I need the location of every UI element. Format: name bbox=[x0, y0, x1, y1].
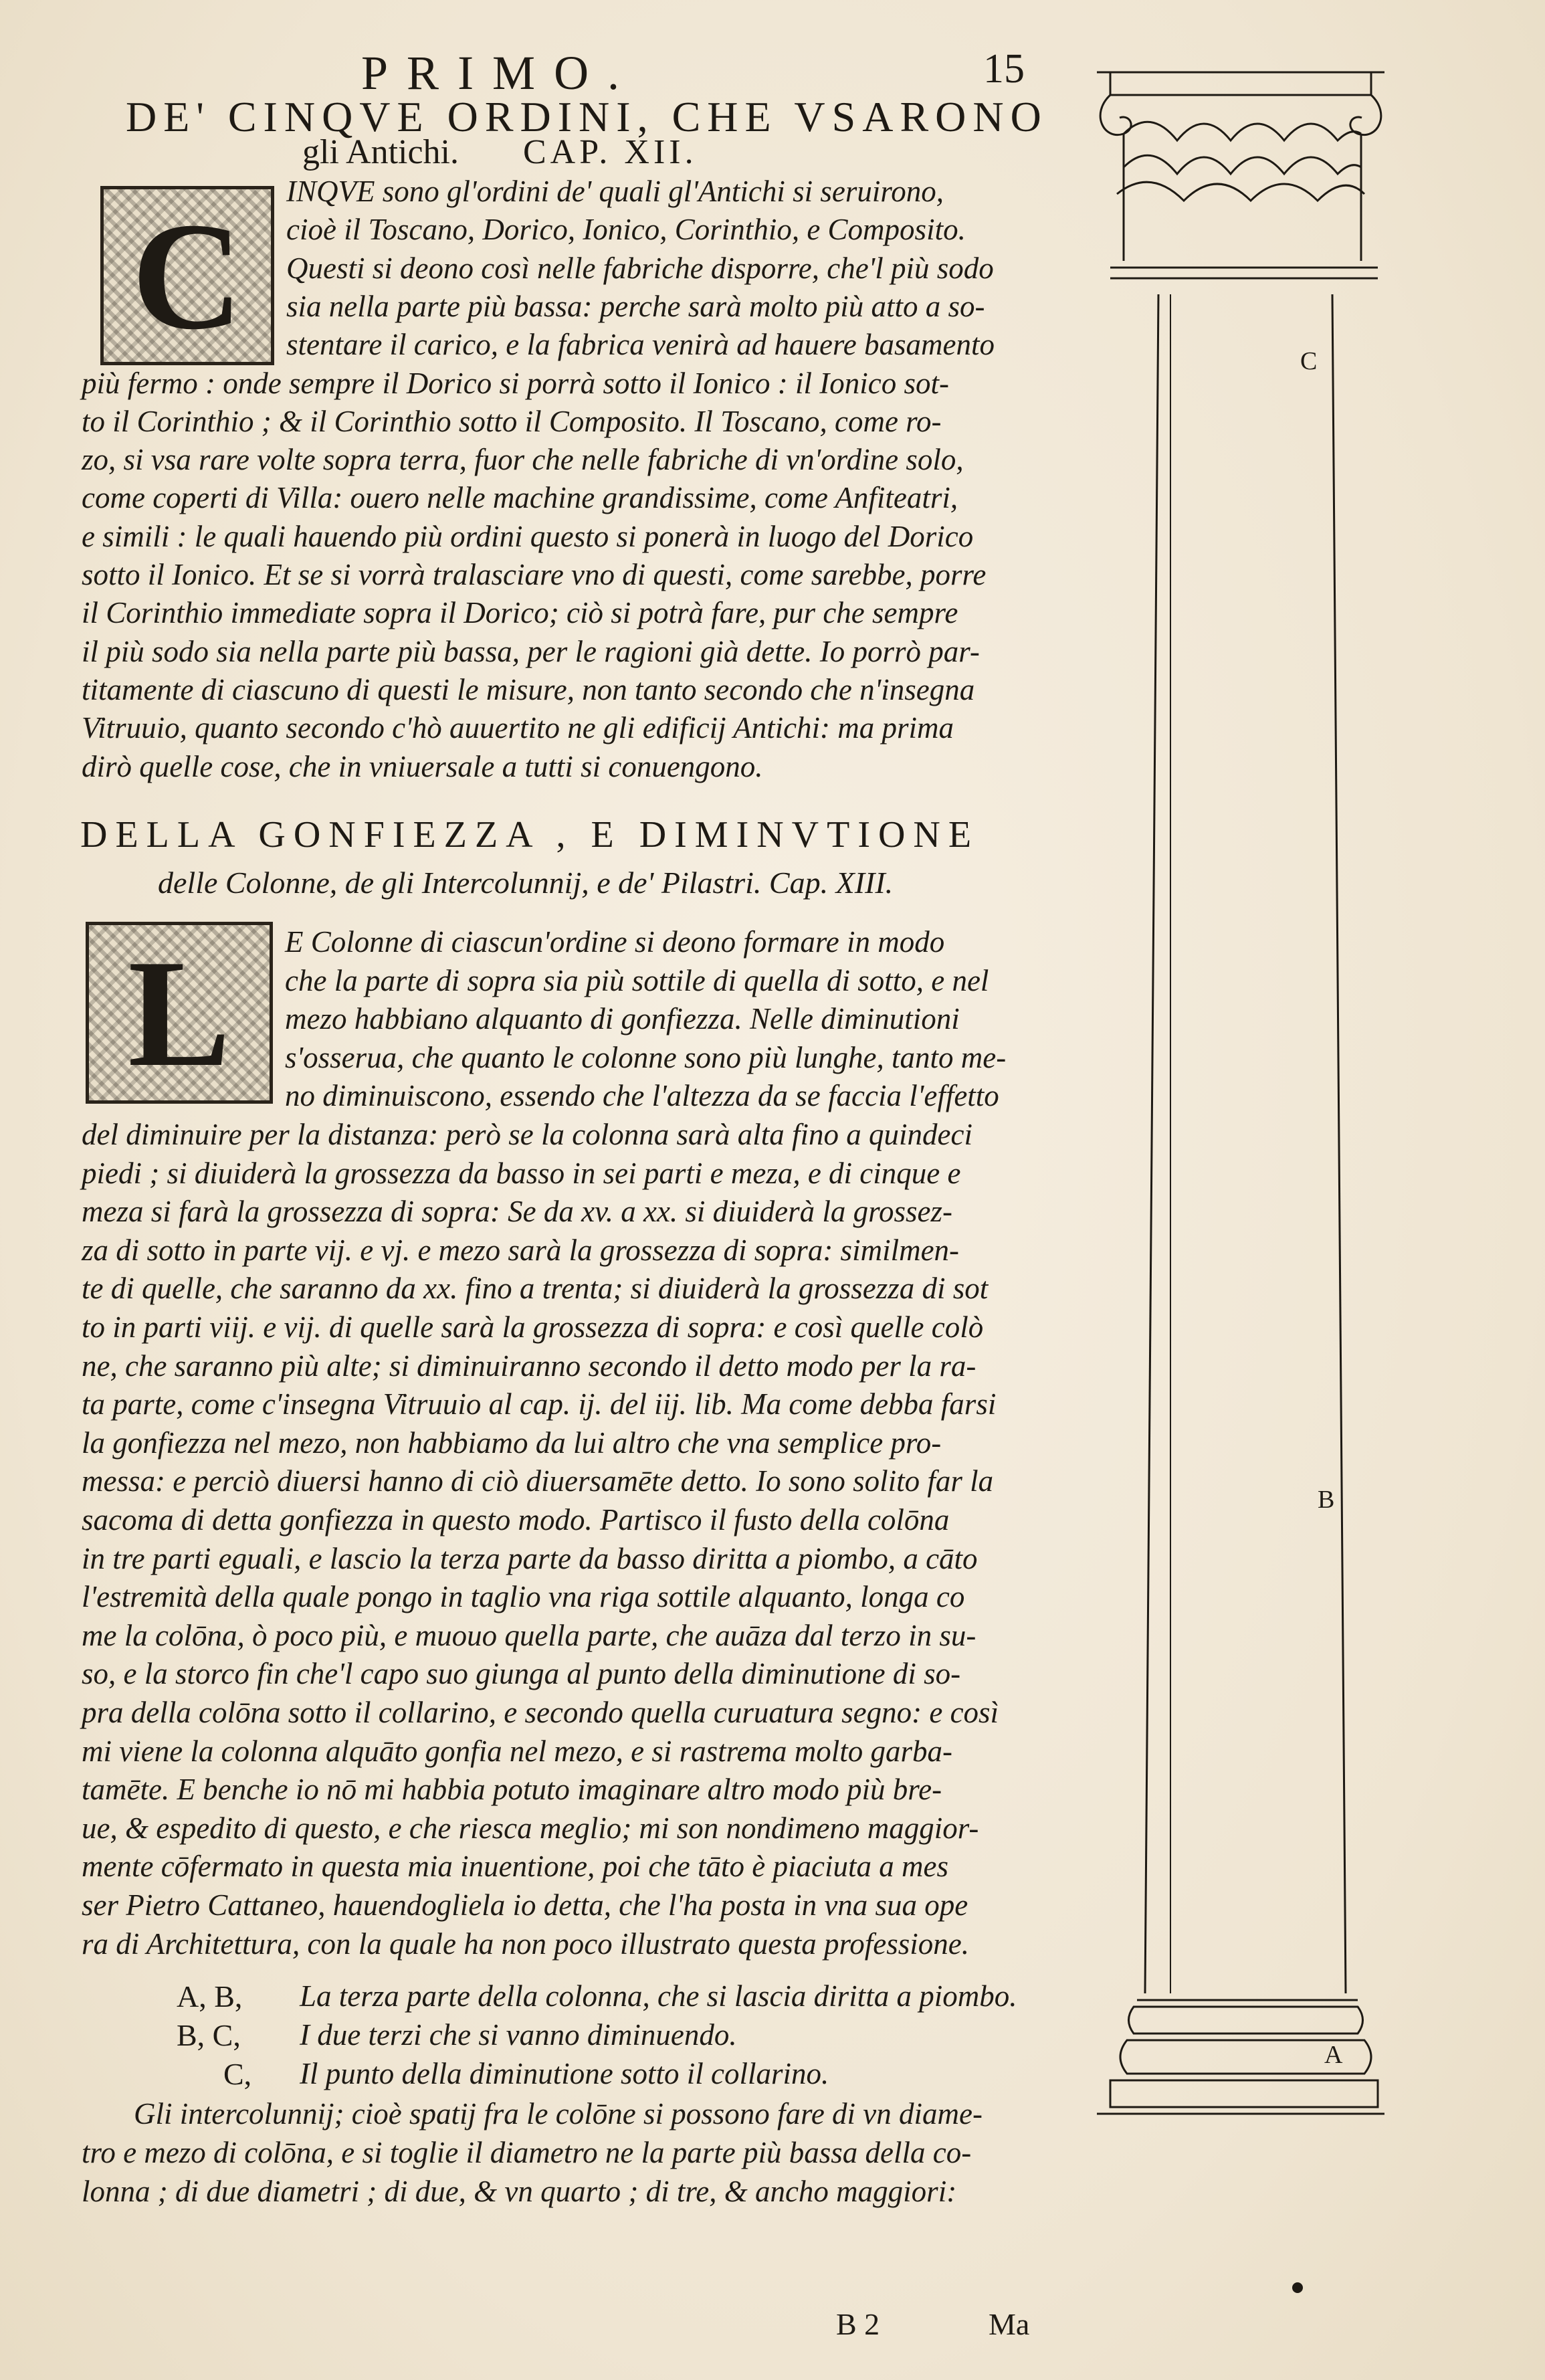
chapter-12-line: titamente di ciascuno di questi le misure, non tanto secondo che n'insegna bbox=[82, 672, 975, 706]
base-torus-upper bbox=[1129, 2007, 1363, 2034]
left-volute bbox=[1100, 95, 1131, 135]
chapter-13-line: E Colonne di ciascun'ordine si deono formare in modo bbox=[285, 925, 945, 959]
figure-label-a: A bbox=[1324, 2041, 1343, 2069]
shaft-left-edge bbox=[1145, 294, 1158, 1993]
chapter-13-line: del diminuire per la distanza: però se la colonna sarà alta fino a quindeci bbox=[82, 1118, 972, 1151]
chapter-13-line: mezo habbiano alquanto di gonfiezza. Nelle diminutioni bbox=[285, 1002, 960, 1036]
chapter-13-subtitle: delle Colonne, de gli Intercolunnij, e de' Pilastri. Cap. XIII. bbox=[158, 866, 894, 900]
acanthus-row-mid bbox=[1124, 155, 1361, 174]
legend-text-bc: I due terzi che si vanno diminuendo. bbox=[300, 2018, 737, 2052]
chapter-13-line: in tre parti eguali, e lascio la terza parte da basso diritta a piombo, a cāto bbox=[82, 1541, 978, 1575]
chapter-12-line: stentare il carico, e la fabrica venirà ad hauere basamento bbox=[286, 328, 995, 362]
chapter-12-line: come coperti di Villa: ouero nelle machine grandissime, come Anfiteatri, bbox=[82, 481, 958, 515]
chapter-12-title: DE' CINQVE ORDINI, CHE VSARONO bbox=[126, 93, 1048, 140]
chapter-13-line: za di sotto in parte vij. e vj. e mezo sarà la grossezza di sopra: similmen- bbox=[82, 1233, 960, 1267]
legend-key-bc: B, C, bbox=[177, 2018, 241, 2052]
chapter-12-line: sotto il Ionico. Et se si vorrà tralasciare vno di questi, come sarebbe, porre bbox=[82, 558, 987, 591]
chapter-13-line: no diminuiscono, essendo che l'altezza da se faccia l'effetto bbox=[285, 1079, 999, 1113]
chapter-12-line: cioè il Toscano, Dorico, Ionico, Corinthio, e Composito. bbox=[286, 213, 966, 247]
chapter-12-line: Questi si deono così nelle fabriche disporre, che'l più sodo bbox=[286, 251, 994, 285]
chapter-12-line: il Corinthio immediate sopra il Dorico; ciò si potrà fare, pur che sempre bbox=[82, 596, 958, 630]
acanthus-row-low bbox=[1117, 182, 1364, 201]
chapter-13-line: tamēte. E benche io nō mi habbia potuto imaginare altro modo più bre- bbox=[82, 1773, 942, 1807]
legend-text-c: Il punto della diminutione sotto il collarino. bbox=[300, 2057, 829, 2090]
chapter-12-line: sia nella parte più bassa: perche sarà molto più atto a so- bbox=[286, 289, 985, 323]
catchword: Ma bbox=[989, 2307, 1030, 2341]
legend-key-c: C, bbox=[223, 2057, 252, 2091]
chapter-13-line: la gonfiezza nel mezo, non habbiamo da lui altro che vna semplice pro- bbox=[82, 1425, 942, 1460]
chapter-13-line: ta parte, come c'insegna Vitruuio al cap. ij. del iij. lib. Ma come debba farsi bbox=[82, 1387, 997, 1421]
signature-mark: B 2 bbox=[836, 2307, 880, 2341]
chapter-13-line: so, e la storco fin che'l capo suo giunga al punto della diminutione di so- bbox=[82, 1657, 961, 1691]
chapter-13-line: mente cōfermato in questa mia inuentione, poi che tāto è piaciuta a mes bbox=[82, 1850, 948, 1884]
chapter-12-line: INQVE sono gl'ordini de' quali gl'Antichi si seruirono, bbox=[286, 175, 944, 208]
chapter-13-line: ser Pietro Cattaneo, hauendogliela io detta, che l'ha posta in vna sua ope bbox=[82, 1888, 968, 1922]
chapter-13-title: DELLA GONFIEZZA , E DIMINVTIONE bbox=[80, 814, 980, 856]
right-volute bbox=[1350, 95, 1381, 135]
chapter-13-line: ue, & espedito di questo, e che riesca meglio; mi son nondimeno maggior- bbox=[82, 1811, 979, 1845]
chapter-13-line: sacoma di detta gonfiezza in questo modo. Partisco il fusto della colōna bbox=[82, 1503, 950, 1536]
shaft-right-edge bbox=[1332, 294, 1346, 1993]
chapter-12-line: dirò quelle cose, che in vniuersale a tutti si conuengono. bbox=[82, 749, 763, 783]
initial-letter-c: C bbox=[131, 190, 243, 361]
chapter-13-line: messa: e perciò diuersi hanno di ciò diuersamēte detto. Io sono solito far la bbox=[82, 1464, 994, 1498]
figure-label-c: C bbox=[1300, 347, 1318, 375]
chapter-13-line: che la parte di sopra sia più sottile di quella di sotto, e nel bbox=[285, 963, 989, 997]
column-svg bbox=[1097, 67, 1384, 2301]
column-diagram bbox=[1097, 67, 1384, 2301]
chapter-12-line: Vitruuio, quanto secondo c'hò auuertito ne gli edificij Antichi: ma prima bbox=[82, 711, 954, 745]
chapter-12-subtitle bbox=[302, 132, 698, 172]
chapter-13-line: ra di Architettura, con la quale ha non poco illustrato questa professione. bbox=[82, 1926, 970, 1961]
decorated-initial-l bbox=[86, 922, 273, 1104]
legend-key-ab: A, B, bbox=[177, 1979, 243, 2013]
page-number: 15 bbox=[983, 46, 1025, 92]
chapter-13-line: l'estremità della quale pongo in taglio vna riga sottile alquanto, longa co bbox=[82, 1580, 965, 1614]
chapter-13-line: me la colōna, ò poco più, e muouo quella parte, che auāza dal terzo in su- bbox=[82, 1618, 976, 1652]
legend-text-ab: La terza parte della colonna, che si lascia diritta a piombo. bbox=[300, 1979, 1017, 2013]
chapter-13-line: te di quelle, che saranno da xx. fino a trenta; si diuiderà la grossezza di sot bbox=[82, 1272, 989, 1306]
chapter-13-line: piedi ; si diuiderà la grossezza da basso in sei parti e meza, e di cinque e bbox=[82, 1156, 961, 1190]
chapter-13-line: meza si farà la grossezza di sopra: Se da xv. a xx. si diuiderà la grossez- bbox=[82, 1195, 953, 1229]
chapter-12-number: CAP. XII. bbox=[523, 133, 698, 171]
chapter-12-line: il più sodo sia nella parte più bassa, per le ragioni già dette. Io porrò par- bbox=[82, 634, 980, 668]
chapter-13-tail-line: tro e mezo di colōna, e si toglie il diametro ne la parte più bassa della co- bbox=[82, 2136, 972, 2169]
running-title: PRIMO. bbox=[361, 46, 639, 100]
ink-dot bbox=[1292, 2282, 1303, 2293]
chapter-13-line: s'osserua, che quanto le colonne sono più lunghe, tanto me- bbox=[285, 1040, 1007, 1074]
plinth bbox=[1110, 2080, 1378, 2107]
chapter-12-line: to il Corinthio ; & il Corinthio sotto il Composito. Il Toscano, come ro- bbox=[82, 404, 942, 438]
chapter-13-tail-line: Gli intercolunnij; cioè spatij fra le colōne si possono fare di vn diame- bbox=[134, 2097, 983, 2130]
chapter-13-line: mi viene la colonna alquāto gonfia nel mezo, e si rastrema molto garba- bbox=[82, 1734, 952, 1768]
chapter-12-subtitle-a: gli Antichi. bbox=[302, 133, 459, 171]
decorated-initial-c bbox=[100, 186, 274, 365]
chapter-13-tail-line: lonna ; di due diametri ; di due, & vn quarto ; di tre, & ancho maggiori: bbox=[82, 2175, 957, 2208]
acanthus-row-top bbox=[1124, 122, 1361, 140]
chapter-12-line: e simili : le quali hauendo più ordini questo si ponerà in luogo del Dorico bbox=[82, 519, 974, 553]
capital-abacus bbox=[1110, 72, 1371, 95]
chapter-13-line: ne, che saranno più alte; si diminuiranno secondo il detto modo per la ra- bbox=[82, 1349, 976, 1383]
chapter-12-line: più fermo : onde sempre il Dorico si porrà sotto il Ionico : il Ionico sot- bbox=[82, 366, 949, 400]
figure-label-b: B bbox=[1318, 1486, 1335, 1514]
initial-letter-l: L bbox=[128, 927, 231, 1098]
chapter-12-line: zo, si vsa rare volte sopra terra, fuor che nelle fabriche di vn'ordine solo, bbox=[82, 443, 964, 477]
chapter-13-line: pra della colōna sotto il collarino, e secondo quella curuatura segno: e così bbox=[82, 1696, 999, 1729]
chapter-13-line: to in parti viij. e vij. di quelle sarà la grossezza di sopra: e così quelle colò bbox=[82, 1310, 984, 1344]
